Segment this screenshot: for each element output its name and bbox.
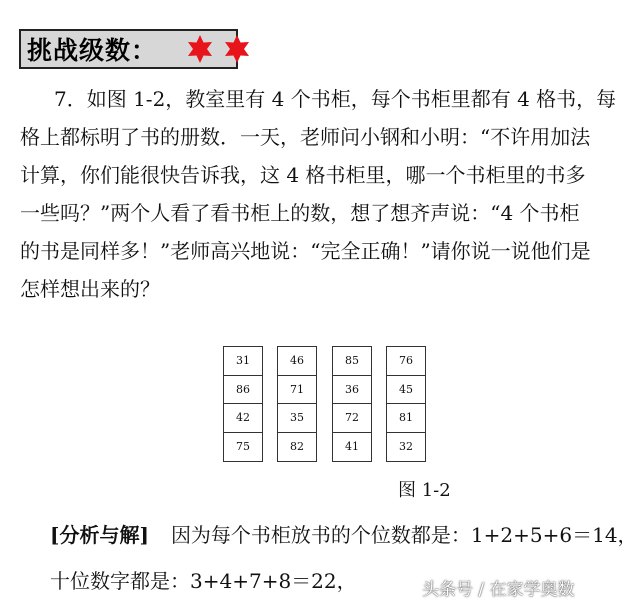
- bookcase-1: [223, 346, 263, 462]
- shelf-count: 71: [278, 376, 316, 405]
- shelf-count: 72: [333, 404, 371, 433]
- shelf-count: 46: [278, 347, 316, 376]
- analysis-label: [分析与解]: [50, 523, 149, 547]
- problem-line: 的书是同样多！”老师高兴地说：“完全正确！”请你说一说他们是: [20, 239, 591, 263]
- difficulty-stars: [185, 34, 255, 66]
- star-icon: [225, 35, 249, 63]
- watermark: 头条号 / 在家学奥数: [422, 580, 575, 600]
- shelf-count: 85: [333, 347, 371, 376]
- bookcase-3: [332, 346, 372, 462]
- problem-line: 一些吗？”两个人看了看书柜上的数，想了想齐声说：“4 个书柜: [20, 201, 580, 225]
- shelf-count: 31: [224, 347, 262, 376]
- difficulty-banner: [19, 29, 238, 69]
- problem-line: 7．如图 1-2，教室里有 4 个书柜，每个书柜里都有 4 格书，每: [54, 87, 617, 111]
- shelf-count: 75: [236, 440, 250, 454]
- star-icon: [188, 35, 212, 63]
- analysis-text: 因为每个书柜放书的个位数都是：1+2+5+6＝14，: [170, 523, 638, 547]
- shelf-count: 86: [224, 376, 262, 405]
- problem-text: [20, 80, 632, 308]
- shelf-count: 36: [333, 376, 371, 405]
- shelf-count: 41: [345, 440, 359, 454]
- shelf-count: 76: [387, 347, 425, 376]
- shelf-count: 81: [387, 404, 425, 433]
- analysis-line-1: [50, 519, 638, 548]
- shelf-count: 42: [224, 404, 262, 433]
- problem-line: 计算，你们能很快告诉我，这 4 格书柜里，哪一个书柜里的书多: [20, 163, 586, 187]
- bookcase-4: [386, 346, 426, 462]
- shelf-count: 32: [399, 440, 413, 454]
- difficulty-label: 挑战级数：: [27, 36, 158, 65]
- problem-line: 怎样想出来的？: [20, 277, 160, 301]
- shelf-count: 45: [387, 376, 425, 405]
- shelf-count: 35: [278, 404, 316, 433]
- problem-line: 格上都标明了书的册数．一天，老师问小钢和小明：“不许用加法: [20, 125, 591, 149]
- analysis-line-2: 十位数字都是：3+4+7+8＝22，: [50, 569, 357, 593]
- bookcase-2: [277, 346, 317, 462]
- figure-caption: 图 1-2: [398, 480, 451, 501]
- shelf-count: 82: [290, 440, 304, 454]
